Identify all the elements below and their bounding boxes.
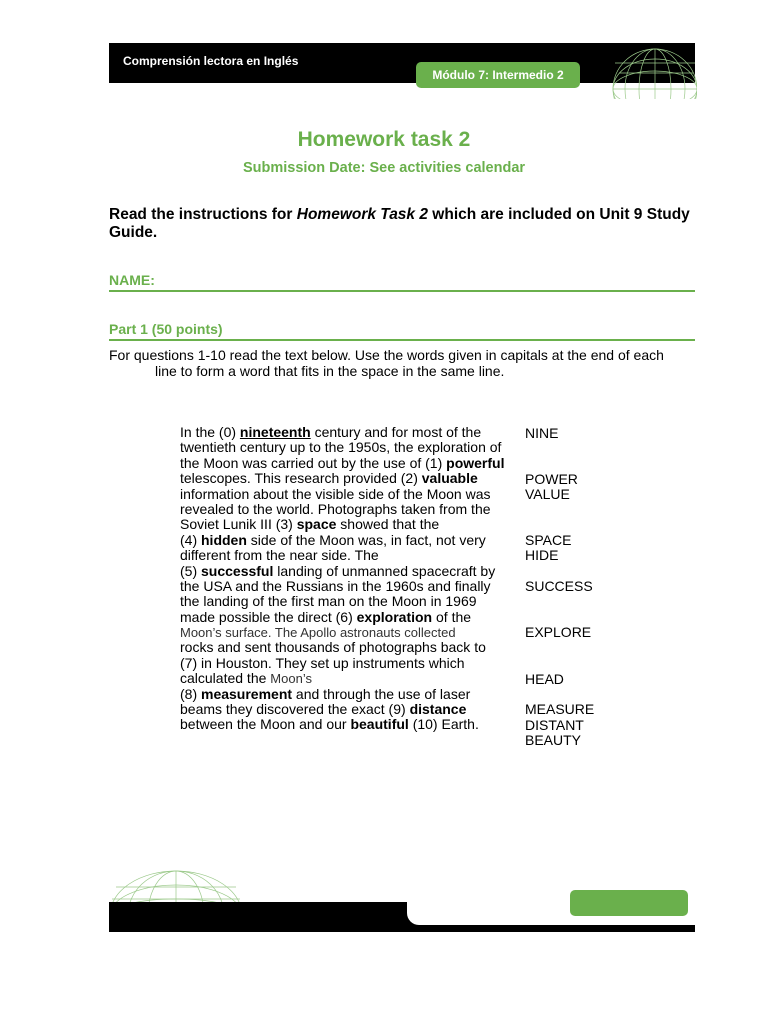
course-title: Comprensión lectora en Inglés [123,54,299,68]
name-label: NAME: [109,272,155,288]
module-badge: Módulo 7: Intermedio 2 [416,62,580,88]
keyword: DISTANT [525,717,584,733]
keyword: POWER [525,471,578,487]
keyword: NINE [525,425,559,441]
passage-text: In the (0) nineteenth century and for most of the twentieth century up to the 1950s, the exploration of the Moon was carried out by the use of (1) powerful telescopes. This research provided (2) valuable information about the visible side of the Moon was revealed to the world. Photographs taken from the Soviet Lunik III (3) space showed that the (4) hidden side of the Moon was, in fact, not very different from the near side. The (5) successful landing of unmanned spacecraft by the USA and the Russians in the 1960s and finally the landing of the first man on the Moon in 1969 made possible the direct (6) exploration of the Moon’s surface. The Apollo astronauts collected rocks and sent thousands of photographs back to (7) in Houston. They set up instruments which calculated the Moon’s (8) measurement and through the use of laser beams they discovered the exact (9) distance between the Moon and our beautiful (10) Earth. [180,424,505,733]
keyword: SUCCESS [525,578,593,594]
keyword: VALUE [525,486,570,502]
keyword: HIDE [525,547,559,563]
instructions: Read the instructions for Homework Task 2 which are included on Unit 9 Study Guide. [109,206,690,241]
keyword: SPACE [525,532,572,548]
globe-icon [585,43,697,99]
page-subtitle: Submission Date: See activities calendar [242,160,526,176]
name-rule [109,290,695,292]
part-label: Part 1 (50 points) [109,321,223,337]
keyword: BEAUTY [525,732,582,748]
keyword: MEASURE [525,701,595,717]
example-answer: nineteenth [239,424,311,440]
question-instructions: For questions 1-10 read the text below. Use the words given in capitals at the end of each line to form a word that fits in the space in the same line. [109,347,664,379]
footer-badge [570,890,688,916]
keyword: HEAD [525,671,564,687]
part-rule [109,339,695,341]
keyword: EXPLORE [525,624,592,640]
page-title: Homework task 2 [297,128,471,151]
